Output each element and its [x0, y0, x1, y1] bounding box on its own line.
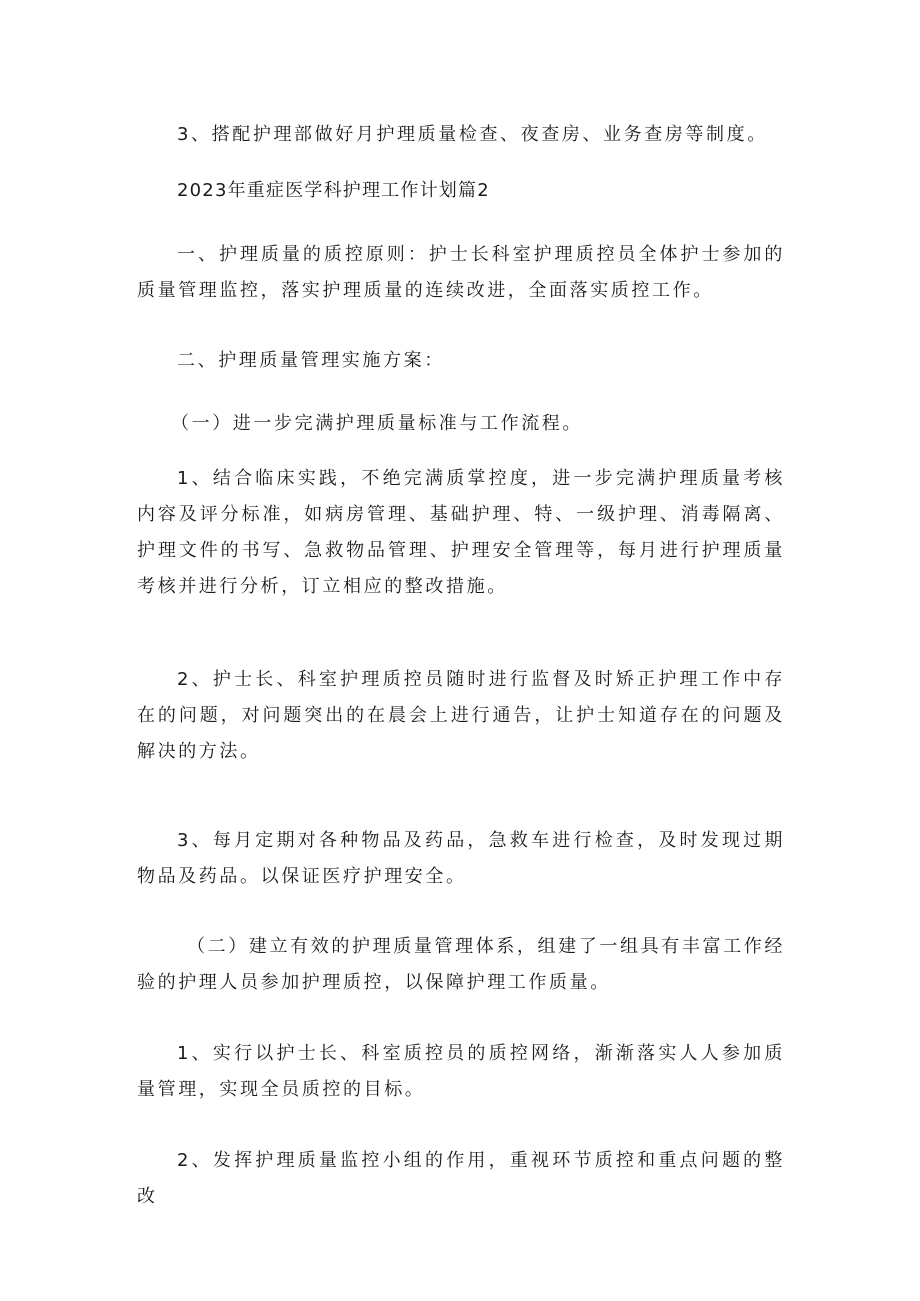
paragraph-3-supervision: 3、搭配护理部做好月护理质量检查、夜查房、业务查房等制度。	[177, 124, 768, 145]
section-title: 2023年重症医学科护理工作计划篇2	[177, 180, 490, 201]
paragraph-subsection-1: （一）进一步完满护理质量标准与工作流程。	[171, 413, 583, 434]
paragraph-item-3: 3、每月定期对各种物品及药品，急救车进行检查，及时发现过期物品及药品。以保证医疗护理安全。	[137, 830, 785, 887]
paragraph-qc-principle: 一、护理质量的质控原则：护士长科室护理质控员全体护士参加的质量管理监控，落实护理质量的连续改进，全面落实质控工作。	[137, 244, 785, 301]
paragraph-qc-plan: 二、护理质量管理实施方案：	[177, 350, 445, 371]
paragraph-item-2: 2、护士长、科室护理质控员随时进行监督及时矫正护理工作中存在的问题，对问题突出的在晨会上进行通告，让护士知道存在的问题及解决的方法。	[137, 669, 785, 762]
paragraph-subitem-2: 2、发挥护理质量监控小组的作用，重视环节质控和重点问题的整改	[137, 1150, 785, 1207]
paragraph-item-1: 1、结合临床实践，不绝完满质掌控度，进一步完满护理质量考核内容及评分标准，如病房管理、基础护理、特、一级护理、消毒隔离、护理文件的书写、急救物品管理、护理安全管理等，每月进行护理质量考核并进行分析，订立相应的整改措施。	[137, 468, 785, 597]
paragraph-subitem-1: 1、实行以护士长、科室质控员的质控网络，渐渐落实人人参加质量管理，实现全员质控的目标。	[137, 1043, 785, 1100]
paragraph-subsection-2: （二）建立有效的护理质量管理体系，组建了一组具有丰富工作经验的护理人员参加护理质控，以保障护理工作质量。	[137, 936, 785, 993]
